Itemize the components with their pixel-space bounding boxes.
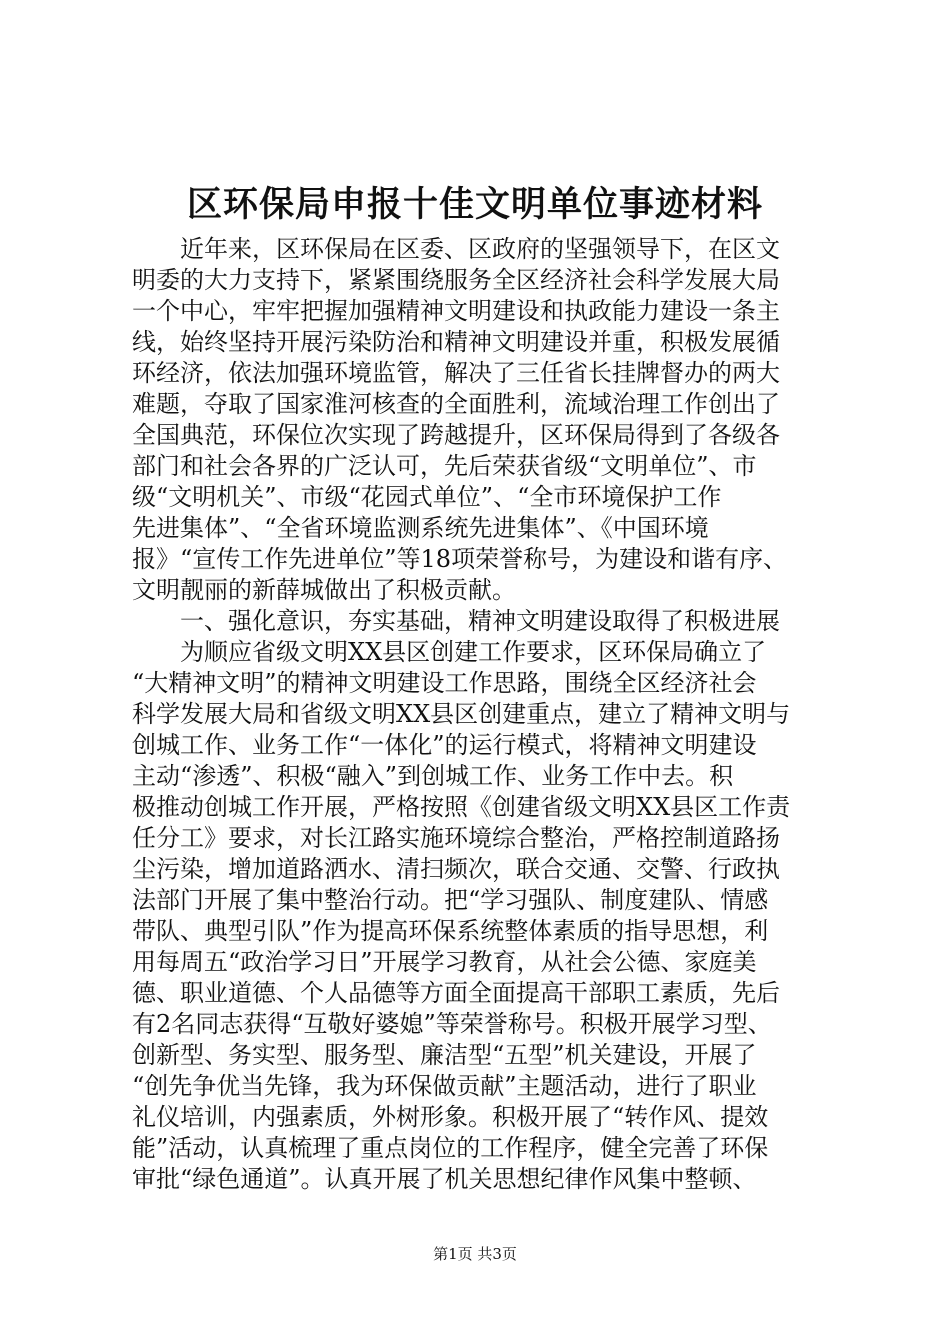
body-line: 线，始终坚持开展污染防治和精神文明建设并重，积极发展循 (132, 328, 780, 356)
body-line: 用每周五“政治学习日”开展学习教育，从社会公德、家庭美 (132, 948, 757, 976)
document-body (132, 234, 832, 1195)
body-line: 先进集体”、“全省环境监测系统先进集体”、《中国环境 (132, 514, 709, 542)
body-line: 有2名同志获得“互敬好婆媳”等荣誉称号。积极开展学习型、 (132, 1010, 772, 1038)
body-line: 审批“绿色通道”。认真开展了机关思想纪律作风集中整顿、 (132, 1165, 757, 1193)
body-line: 级“文明机关”、市级“花园式单位”、“全市环境保护工作 (132, 483, 722, 511)
body-line: 法部门开展了集中整治行动。把“学习强队、制度建队、情感 (132, 886, 769, 914)
body-line: 全国典范，环保位次实现了跨越提升，区环保局得到了各级各 (132, 421, 780, 449)
body-line: 创城工作、业务工作“一体化”的运行模式，将精神文明建设 (132, 731, 757, 759)
body-line: 为顺应省级文明XX县区创建工作要求，区环保局确立了 (132, 638, 767, 666)
page-footer: 第1页 共3页 (433, 1245, 517, 1263)
body-line: 尘污染，增加道路洒水、清扫频次，联合交通、交警、行政执 (132, 855, 780, 883)
body-line: 科学发展大局和省级文明XX县区创建重点，建立了精神文明与 (132, 700, 791, 728)
body-line: 部门和社会各界的广泛认可，先后荣获省级“文明单位”、市 (132, 452, 757, 480)
body-line: 主动“渗透”、积极“融入”到创城工作、业务工作中去。积 (132, 762, 734, 790)
body-line: 报》“宣传工作先进单位”等18项荣誉称号，为建设和谐有序、 (132, 545, 788, 573)
body-line: 能”活动，认真梳理了重点岗位的工作程序，健全完善了环保 (132, 1134, 769, 1162)
body-line: 极推动创城工作开展，严格按照《创建省级文明XX县区工作责 (132, 793, 791, 821)
body-line: 任分工》要求，对长江路实施环境综合整治，严格控制道路扬 (132, 824, 780, 852)
body-line: 近年来，区环保局在区委、区政府的坚强领导下，在区文 (132, 235, 780, 263)
body-line: 文明靓丽的新薛城做出了积极贡献。 (132, 576, 516, 604)
body-line: “大精神文明”的精神文明建设工作思路，围绕全区经济社会 (132, 669, 757, 697)
body-line: 一个中心，牢牢把握加强精神文明建设和执政能力建设一条主 (132, 297, 780, 325)
document-title: 区环保局申报十佳文明单位事迹材料 (186, 184, 763, 225)
body-line: “创先争优当先锋，我为环保做贡献”主题活动，进行了职业 (132, 1072, 757, 1100)
body-line: 难题，夺取了国家淮河核查的全面胜利，流域治理工作创出了 (132, 390, 780, 418)
body-line: 带队、典型引队”作为提高环保系统整体素质的指导思想，利 (132, 917, 769, 945)
body-line: 德、职业道德、个人品德等方面全面提高干部职工素质，先后 (132, 979, 780, 1007)
body-line: 明委的大力支持下，紧紧围绕服务全区经济社会科学发展大局 (132, 266, 780, 294)
body-line: 礼仪培训，内强素质，外树形象。积极开展了“转作风、提效 (132, 1103, 769, 1131)
body-line: 环经济，依法加强环境监管，解决了三任省长挂牌督办的两大 (132, 359, 780, 387)
body-line: 创新型、务实型、服务型、廉洁型“五型”机关建设，开展了 (132, 1041, 757, 1069)
section-heading: 一、强化意识，夯实基础，精神文明建设取得了积极进展 (132, 607, 780, 635)
